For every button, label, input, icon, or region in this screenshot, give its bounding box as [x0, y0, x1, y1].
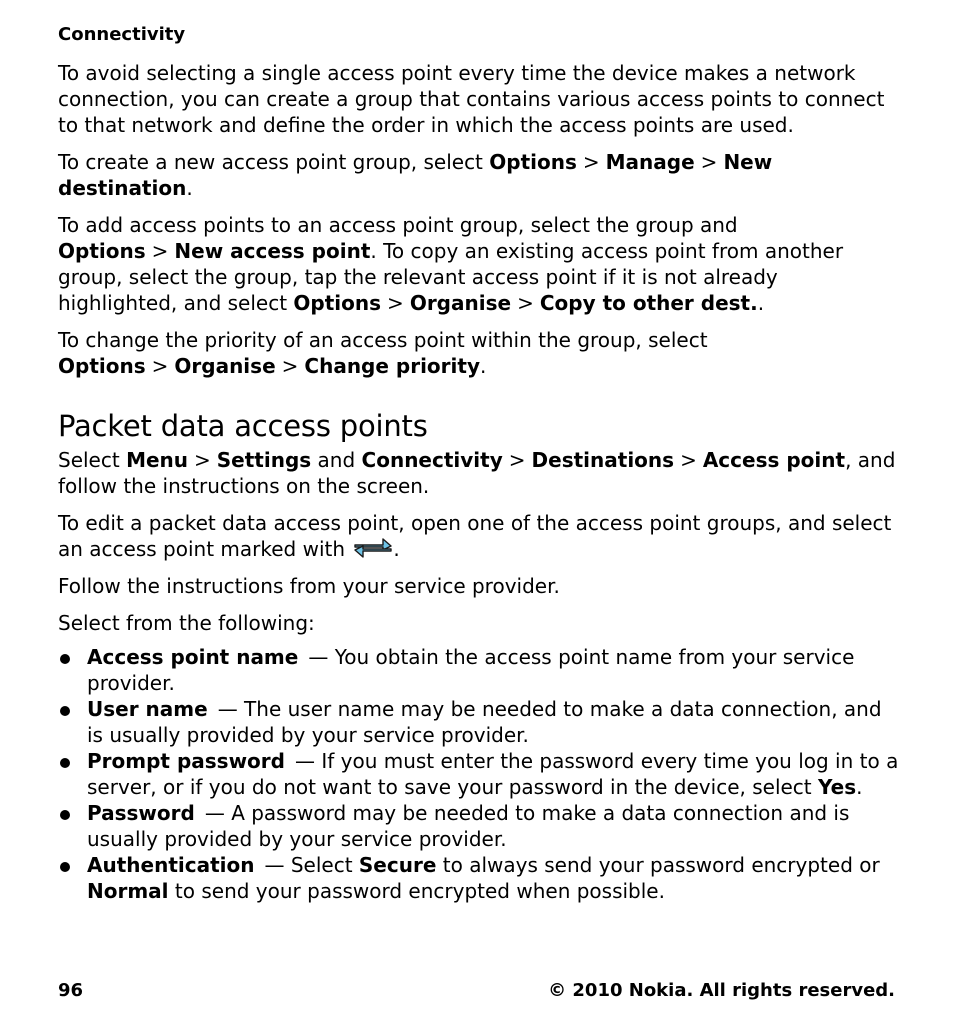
list-text: Select	[290, 853, 359, 877]
priority-paragraph	[58, 327, 903, 379]
menu-path-destinations: Destinations	[531, 448, 675, 472]
path-separator: >	[281, 354, 299, 378]
menu-path-new-destination: New destination	[58, 150, 773, 200]
dash: —	[308, 645, 335, 669]
text: To create a new access point group, select	[58, 150, 490, 174]
path-separator: >	[508, 448, 526, 472]
list-bold: Yes	[818, 775, 857, 799]
section-header: Connectivity	[58, 24, 186, 45]
list-term: Prompt password	[87, 749, 285, 773]
page-number: 96	[58, 980, 84, 1001]
text: . To copy an existing access point from another group, select the group, tap the relevant access point if it is not already highlighted, and select	[58, 239, 844, 315]
path-separator: >	[151, 239, 169, 263]
edit-point-paragraph	[58, 510, 903, 562]
path-separator: >	[680, 448, 697, 472]
list-item	[58, 644, 903, 696]
path-separator: >	[700, 150, 718, 174]
select-menu-paragraph	[58, 447, 903, 499]
intro-paragraph: To avoid selecting a single access point every time the device makes a network connection, you can create a group that contains various access points to connect to that network and define the order in which the access points are used.	[58, 61, 885, 137]
text: To add access points to an access point group, select the group and	[58, 213, 738, 237]
menu-path-organise: Organise	[174, 354, 276, 378]
list-item	[58, 696, 903, 748]
bullet-icon	[60, 758, 70, 768]
section-title: Packet data access points	[58, 409, 428, 443]
text: .	[186, 176, 193, 200]
list-item	[58, 800, 903, 852]
list-term: User name	[87, 697, 208, 721]
menu-path-change-priority: Change priority	[304, 354, 480, 378]
dash: —	[264, 853, 291, 877]
text: Select	[58, 448, 127, 472]
list-bold: Normal	[87, 879, 169, 903]
list-text: If you must enter the password every time you log in to a server, or if you do not want to save your password in the device, select	[87, 749, 899, 799]
menu-path-settings: Settings	[216, 448, 312, 472]
text: , and follow the instructions on the screen.	[58, 448, 896, 498]
path-separator: >	[387, 291, 404, 315]
text: To edit a packet data access point, open one of the access point groups, and select an access point marked with	[58, 511, 892, 561]
list-text: The user name may be needed to make a data connection, and is usually provided by your service provider.	[87, 697, 882, 747]
create-group-paragraph	[58, 149, 903, 201]
settings-list	[58, 644, 903, 904]
bullet-icon	[60, 654, 70, 664]
list-item	[58, 852, 903, 904]
menu-path-options: Options	[58, 354, 146, 378]
path-separator: >	[194, 448, 211, 472]
list-text: You obtain the access point name from your service provider.	[87, 645, 855, 695]
copyright: © 2010 Nokia. All rights reserved.	[548, 980, 895, 1001]
text: and	[311, 448, 362, 472]
path-separator: >	[517, 291, 534, 315]
bullet-icon	[60, 706, 70, 716]
list-text: A password may be needed to make a data connection and is usually provided by your service provider.	[87, 801, 850, 851]
dash: —	[217, 697, 245, 721]
menu-path-manage: Manage	[605, 150, 695, 174]
dash: —	[204, 801, 232, 825]
menu-path-access-point: Access point	[702, 448, 846, 472]
page-content	[58, 60, 903, 904]
select-following: Select from the following:	[58, 611, 315, 635]
menu-path-options: Options	[58, 239, 146, 263]
dash: —	[294, 749, 322, 773]
list-term: Password	[87, 801, 195, 825]
menu-path-new-access-point: New access point	[174, 239, 371, 263]
list-item	[58, 748, 903, 800]
menu-path-options: Options	[293, 291, 382, 315]
list-text: to send your password encrypted when possible.	[168, 879, 665, 903]
path-separator: >	[151, 354, 169, 378]
bullet-icon	[60, 862, 70, 872]
add-points-paragraph	[58, 212, 903, 316]
text: .	[393, 537, 400, 561]
menu-path-connectivity: Connectivity	[361, 448, 503, 472]
provider-instructions: Follow the instructions from your service provider.	[58, 574, 560, 598]
menu-path-menu: Menu	[126, 448, 189, 472]
menu-path-copy: Copy to other dest.	[539, 291, 758, 315]
text: To change the priority of an access point within the group, select	[58, 328, 708, 352]
list-text: .	[856, 775, 863, 799]
menu-path-organise: Organise	[409, 291, 512, 315]
menu-path-options: Options	[489, 150, 577, 174]
list-term: Authentication	[87, 853, 255, 877]
path-separator: >	[582, 150, 600, 174]
list-term: Access point name	[87, 645, 299, 669]
packet-data-arrows-icon	[353, 536, 393, 560]
text: .	[480, 354, 487, 378]
bullet-icon	[60, 810, 70, 820]
list-text: to always send your password encrypted or	[436, 853, 880, 877]
list-bold: Secure	[358, 853, 437, 877]
text: .	[757, 291, 765, 315]
